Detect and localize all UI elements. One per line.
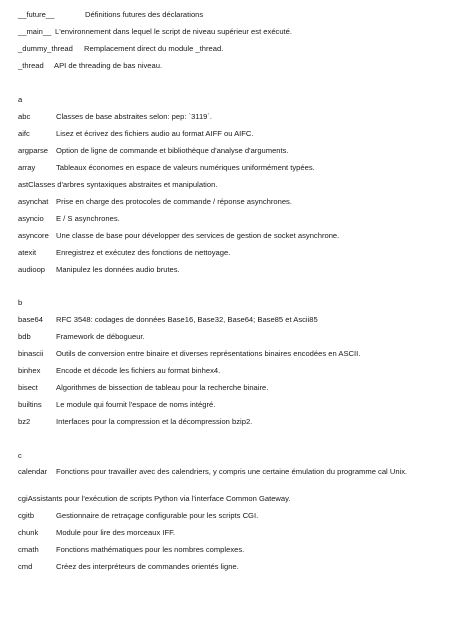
module-name: bdb [18, 332, 31, 341]
module-name: asyncio [18, 214, 44, 223]
module-entry-atexit [18, 248, 454, 258]
module-description: Le module qui fournit l'espace de noms intégré. [56, 400, 216, 409]
module-name: atexit [18, 248, 37, 257]
module-entry-thread [18, 61, 454, 71]
module-description: Option de ligne de commande et bibliothèque d'analyse d'arguments. [56, 146, 289, 155]
module-name: aifc [18, 129, 30, 138]
module-entry-cgitb [18, 511, 454, 521]
module-name: binascii [18, 349, 44, 358]
module-description: Définitions futures des déclarations [85, 10, 204, 19]
module-entry-binascii [18, 349, 454, 359]
module-entry-future [18, 10, 454, 20]
module-entry-bdb [18, 332, 454, 342]
module-name: builtins [18, 400, 42, 409]
module-description: Classes de base abstraites selon: pep: `3119`. [56, 112, 213, 121]
module-entry-asyncio [18, 214, 454, 224]
module-description: Encode et décode les fichiers au format binhex4. [56, 366, 221, 375]
module-description: Créez des interpréteurs de commandes orientés ligne. [56, 562, 239, 571]
module-name: cgitb [18, 511, 35, 520]
section-letter-a: a [18, 95, 23, 104]
module-name: audioop [18, 265, 46, 274]
module-name: chunk [18, 528, 39, 537]
module-entry-asyncore [18, 231, 454, 241]
module-entry-aifc [18, 129, 454, 139]
module-name: abc [18, 112, 31, 121]
module-entry-array [18, 163, 454, 173]
module-entry-cmath [18, 545, 454, 555]
module-description: Prise en charge des protocoles de commande / réponse asynchrones. [56, 197, 292, 206]
module-entry-cgi [18, 494, 454, 504]
module-description: Enregistrez et exécutez des fonctions de nettoyage. [56, 248, 231, 257]
module-name: asyncore [18, 231, 49, 240]
module-entry-audioop [18, 265, 454, 275]
module-name: cmath [18, 545, 39, 554]
module-entry-bisect [18, 383, 454, 393]
module-description: Remplacement direct du module _thread. [84, 44, 224, 53]
module-name: bz2 [18, 417, 31, 426]
module-description: Module pour lire des morceaux IFF. [56, 528, 176, 537]
module-entry-cmd [18, 562, 454, 572]
module-description: Classes d'arbres syntaxiques abstraites et manipulation. [28, 180, 218, 189]
module-description: Fonctions mathématiques pour les nombres complexes. [56, 545, 245, 554]
module-description: Manipulez les données audio brutes. [56, 265, 180, 274]
module-name: _dummy_thread [18, 44, 73, 53]
module-name: __main__ [18, 27, 52, 36]
module-entry-argparse [18, 146, 454, 156]
module-entry-base64 [18, 315, 454, 325]
module-name: array [18, 163, 36, 172]
module-description: Gestionnaire de retraçage configurable pour les scripts CGI. [56, 511, 259, 520]
module-name: ast [18, 180, 29, 189]
module-name: bisect [18, 383, 38, 392]
module-description: Interfaces pour la compression et la décompression bzip2. [56, 417, 253, 426]
module-description: RFC 3548: codages de données Base16, Base32, Base64; Base85 et Ascii85 [56, 315, 318, 324]
module-description: API de threading de bas niveau. [54, 61, 163, 70]
module-description: Algorithmes de bissection de tableau pour la recherche binaire. [56, 383, 269, 392]
module-entry-chunk [18, 528, 454, 538]
module-description: L'environnement dans lequel le script de niveau supérieur est exécuté. [55, 27, 293, 36]
module-description: Framework de débogueur. [56, 332, 145, 341]
module-name: _thread [18, 61, 44, 70]
module-name: calendar [18, 467, 48, 476]
module-entry-abc [18, 112, 454, 122]
module-name: base64 [18, 315, 43, 324]
module-entry-main [18, 27, 454, 37]
module-entry-bz2 [18, 417, 454, 427]
module-name: binhex [18, 366, 41, 375]
module-description: Une classe de base pour développer des services de gestion de socket asynchrone. [56, 231, 340, 240]
module-entry-binhex [18, 366, 454, 376]
module-name: __future__ [18, 10, 55, 19]
module-entry-ast [18, 180, 454, 190]
module-entry-asynchat [18, 197, 454, 207]
module-name: asynchat [18, 197, 49, 206]
module-name: argparse [18, 146, 48, 155]
module-description: Outils de conversion entre binaire et diverses représentations binaires encodées en ASCII. [56, 349, 361, 358]
section-letter-b: b [18, 298, 23, 307]
module-description: E / S asynchrones. [56, 214, 120, 223]
module-entry-builtins [18, 400, 454, 410]
module-entry-calendar [18, 467, 454, 477]
module-name: cmd [18, 562, 33, 571]
module-description: Lisez et écrivez des fichiers audio au format AIFF ou AIFC. [56, 129, 254, 138]
module-description: Tableaux économes en espace de valeurs numériques uniformément typées. [56, 163, 315, 172]
module-entry-dummy-thread [18, 44, 454, 54]
module-name: cgi [18, 494, 28, 503]
section-letter-c: c [18, 451, 22, 460]
module-description: Fonctions pour travailler avec des calendriers, y compris une certaine émulation du programme cal Unix. [56, 467, 408, 476]
module-description: Assistants pour l'exécution de scripts Python via l'interface Common Gateway. [27, 494, 291, 503]
